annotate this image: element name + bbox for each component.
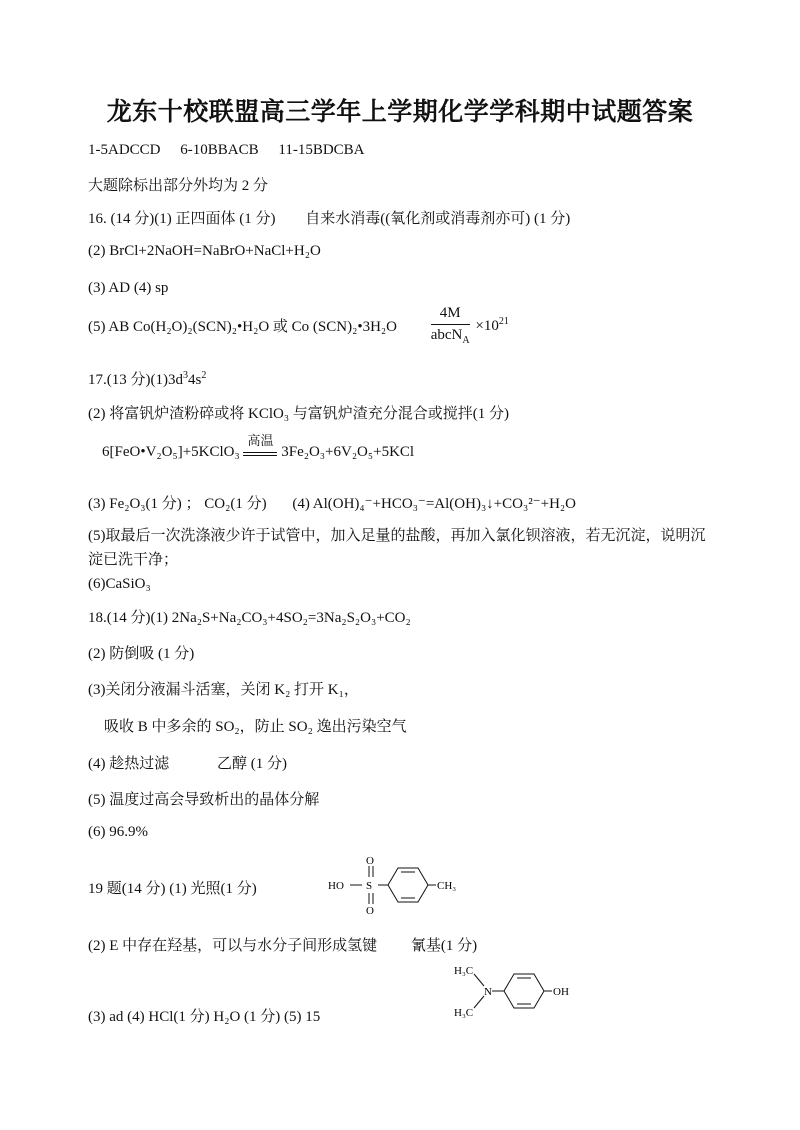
q17-line-5: (5)取最后一次洗涤液少许于试管中，加入足量的盐酸，再加入氯化钡溶液，若无沉淀，说明沉淀已洗干净； <box>88 528 706 568</box>
q18-line-1: 18.(14 分)(1) 2Na₂S+Na₂CO₃+4SO₂=3Na₂S₂O₃+CO₂ <box>88 610 411 626</box>
s2-h3c-bottom-label: H₃C <box>454 1007 474 1019</box>
s1-o-top-label: O <box>366 855 374 867</box>
q18-part4: (4) 趁热过滤 <box>88 756 170 772</box>
mc-answers <box>88 142 365 159</box>
s2-h3c-top-label: H₃C <box>454 965 474 977</box>
q16-part5: (5) AB Co(H₂O)₂(SCN)₂•H₂O 或 Co (SCN)₂•3H₂O <box>88 319 397 335</box>
q18-line-3: (3)关闭分液漏斗活塞，关闭 K₂ 打开 K₁， <box>88 682 359 698</box>
s1-o-bottom-label: O <box>366 905 374 917</box>
q18-line-5 <box>88 752 287 773</box>
p-toluenesulfonic-acid-structure <box>322 850 462 920</box>
s2-oh-label: OH <box>553 986 569 998</box>
q16-line-2: (2) BrCl+2NaOH=NaBrO+NaCl+H₂O <box>88 243 321 259</box>
q18-line-2: (2) 防倒吸 (1 分) <box>88 646 195 662</box>
q16-line-1 <box>88 207 570 228</box>
mc-group-3: 11-15BDCBA <box>278 142 365 158</box>
q19-part2-group: 氰基(1 分) <box>410 938 478 954</box>
q18-part4-solvent: 乙醇 (1 分) <box>217 756 287 772</box>
mc-group-1: 1-5ADCCD <box>88 142 161 158</box>
q17-line-2: (2) 将富钒炉渣粉碎或将 KClO₃ 与富钒炉渣充分混合或搅拌(1 分) <box>88 406 510 422</box>
equation-reactants: 6[FeO•V₂O₅]+5KClO₃ <box>102 444 240 460</box>
reaction-condition: 高温 <box>243 446 277 456</box>
q17-line-1: 17.(13 分)$(1)3d^34s^2$ <box>88 370 207 388</box>
s1-s-label: S <box>366 880 373 892</box>
q16-part1: 16. (14 分)(1) 正四面体 (1 分) <box>88 211 276 227</box>
q19-line-2 <box>88 934 477 955</box>
q17-line-4 <box>88 492 576 513</box>
q16-line-3: (3) AD (4) sp <box>88 280 169 296</box>
q16-line-5 <box>88 305 509 346</box>
q17-part3: (3) Fe₂O₃(1 分) ； CO₂(1 分) <box>88 496 267 512</box>
q17-equation <box>102 433 415 461</box>
q17-line-6: (6)CaSiO₃ <box>88 576 151 592</box>
q19-line-1: 19 题(14 分) (1) 光照(1 分) <box>88 881 257 897</box>
q18-line-6: (5) 温度过高会导致析出的晶体分解 <box>88 792 320 808</box>
fraction-multiplier: $\times 10^{21}$ <box>475 316 509 334</box>
mc-group-2: 6-10BBACB <box>180 142 259 158</box>
q16-part1-alt: 自来水消毒((氧化剂或消毒剂亦可) (1 分) <box>305 211 571 227</box>
q17-part4: (4) Al(OH)₄⁻+HCO₃⁻=Al(OH)₃↓+CO₃²⁻+H₂O <box>292 496 576 512</box>
scoring-note: 大题除标出部分外均为 2 分 <box>88 178 269 194</box>
q19-part2: (2) E 中存在羟基，可以与水分子间形成氢键 <box>88 938 378 954</box>
s2-n-label: N <box>484 986 492 998</box>
s1-ho-label: HO <box>328 880 344 892</box>
q18-line-7: (6) 96.9% <box>88 824 148 840</box>
dimethylaminophenol-structure <box>450 958 590 1024</box>
q18-line-4: 吸收 B 中多余的 SO₂，防止 SO₂ 逸出污染空气 <box>104 719 407 735</box>
fraction-denominator: abcN$_A$ <box>430 327 470 346</box>
equation-products: 3Fe₂O₃+6V₂O₅+5KCl <box>281 444 415 460</box>
q19-line-3: (3) ad (4) HCl(1 分) H₂O (1 分) (5) 15 <box>88 1009 321 1025</box>
s1-ch3-label: CH₃ <box>437 880 457 892</box>
page-title: 龙东十校联盟高三学年上学期化学学科期中试题答案 <box>106 97 694 126</box>
density-fraction <box>431 305 470 346</box>
fraction-numerator: 4M <box>431 305 470 325</box>
